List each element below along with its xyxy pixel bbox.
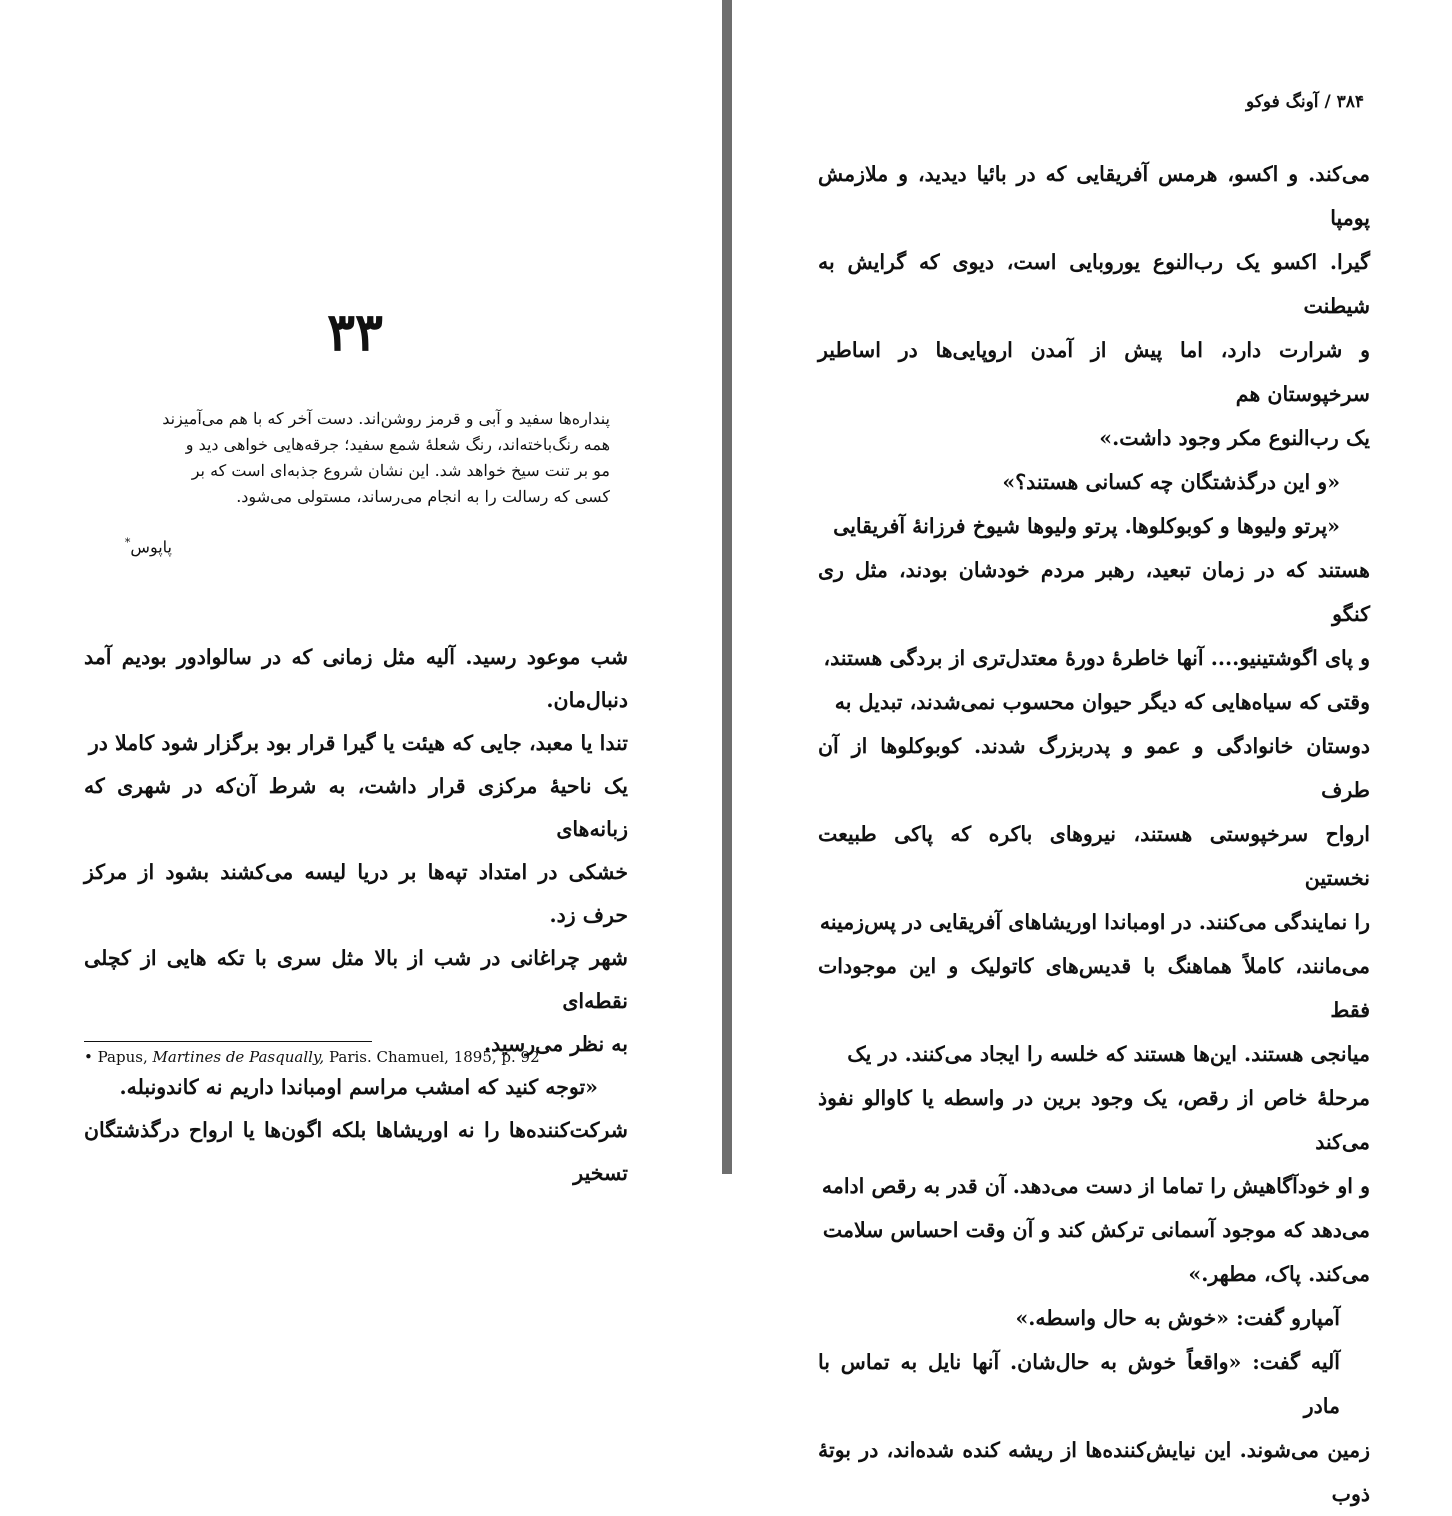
epigraph-line: مو بر تنت سیخ خواهد شد. این نشان شروع جذبه‌ای است که بر [191,461,610,480]
running-header: ۳۸۴ / آونگ فوکو [1245,92,1364,112]
text-line: وقتی که سیاه‌هایی که دیگر حیوان محسوب نمی‌شدند، تبدیل به [834,690,1370,714]
text-line: دوستان خانوادگی و عمو و پدربزرگ شدند. کوبوکلوها از آن طرف [818,734,1370,802]
footnote-marker: * [124,536,131,549]
text-line: هستند که در زمان تبعید، رهبر مردم خودشان بودند، مثل ری کنگو [818,558,1370,626]
text-line: شب موعود رسید. آلیه مثل زمانی که در سالوادور بودیم آمد دنبال‌مان. [84,645,628,712]
text-line: می‌دهد که موجود آسمانی ترکش کند و آن وقت احساس سلامت [822,1218,1370,1242]
attribution-name: پاپوس [130,537,172,557]
text-line: آمپارو گفت: «خوش به حال واسطه.» [1015,1306,1340,1330]
footnote-marker: • [84,1048,93,1066]
chapter-number: ۳۳ [327,302,383,363]
text-line: شهر چراغانی در شب از بالا مثل سری با تکه هایی از کچلی نقطه‌ای [84,946,628,1013]
footnote [84,1048,540,1066]
text-line: مرحلهٔ خاص از رقص، یک وجود برین در واسطه یا کاوالو نفوذ می‌کند [818,1086,1370,1154]
text-line: گیرا. اکسو یک رب‌النوع یوروبایی است، دیوی که گرایش به شیطنت [818,250,1370,318]
right-page [732,0,1452,1506]
text-line: می‌کند. و اکسو، هرمس آفریقایی که در بائیا دیدید، و ملازمش پومپا [818,162,1370,230]
text-line: و پای اگوشتینیو.... آنها خاطرهٔ دورهٔ معتدل‌تری از بردگی هستند، [823,646,1370,670]
epigraph [98,406,610,510]
text-line: «پرتو ولیوها و کوبوکلوها. پرتو ولیوها شیوخ فرزانهٔ آفریقایی [833,514,1340,538]
text-line: خشکی در امتداد تپه‌ها بر دریا لیسه می‌کشند بشود از مرکز حرف زد. [84,860,628,927]
footnote-divider [84,1041,372,1042]
epigraph-line: کسی که رسالت را به انجام می‌رساند، مستولی می‌شود. [236,487,610,506]
text-line: یک رب‌النوع مکر وجود داشت.» [1099,426,1370,450]
text-line: میانجی هستند. این‌ها هستند که خلسه را ایجاد می‌کنند. در یک [847,1042,1370,1066]
text-line: ارواح سرخپوستی هستند، نیروهای باکره که پاکی طبیعت نخستین [818,822,1370,890]
text-line: و شرارت دارد، اما پیش از آمدن اروپایی‌ها در اساطیر سرخپوستان هم [818,338,1370,406]
text-line: زمین می‌شوند. این نیایش‌کننده‌ها از ریشه کنده شده‌اند، در بوتهٔ ذوب [818,1438,1370,1506]
text-line: و او خودآگاهیش را تماما از دست می‌دهد. آن قدر به رقص ادامه [821,1174,1370,1198]
text-line: تندا یا معبد، جایی که هیئت یا گیرا قرار بود برگزار شود کاملا در [88,731,628,755]
book-spine [722,0,732,1174]
footnote-title: Martines de Pasqually, [152,1048,325,1066]
text-line: می‌کند. پاک، مطهر.» [1188,1262,1370,1286]
epigraph-line: پنداره‌ها سفید و آبی و قرمز روشن‌اند. دست آخر که با هم می‌آمیزند [162,409,610,428]
right-body-text [818,152,1370,1516]
left-body-text [84,636,628,1195]
text-line: شرکت‌کننده‌ها را نه اوریشاها بلکه اگون‌ها یا ارواح درگذشتگان تسخیر [84,1118,628,1185]
text-line: به نظر می‌رسید. [483,1032,628,1056]
text-line: یک ناحیهٔ مرکزی قرار داشت، به شرط آن‌که در شهری که زبانه‌های [84,774,628,841]
text-line: آلیه گفت: «واقعاً خوش به حال‌شان. آنها نایل به تماس با مادر [818,1350,1340,1418]
left-page [0,0,722,1185]
epigraph-attribution [125,536,172,556]
text-line: را نمایندگی می‌کنند. در اومباندا اوریشاهای آفریقایی در پس‌زمینه [819,910,1370,934]
text-line: می‌مانند، کاملاً هماهنگ با قدیس‌های کاتولیک و این موجودات فقط [818,954,1370,1022]
footnote-publication: Paris. Chamuel, 1895, p. 92 [328,1048,540,1066]
footnote-author: Papus, [97,1048,148,1066]
epigraph-line: همه رنگ‌باخته‌اند، رنگ شعلهٔ شمع سفید؛ جرقه‌هایی خواهی دید و [185,435,610,454]
text-line: «و این درگذشتگان چه کسانی هستند؟» [1002,470,1340,494]
text-line: «توجه کنید که امشب مراسم اومباندا داریم نه کاندونبله. [119,1075,598,1099]
